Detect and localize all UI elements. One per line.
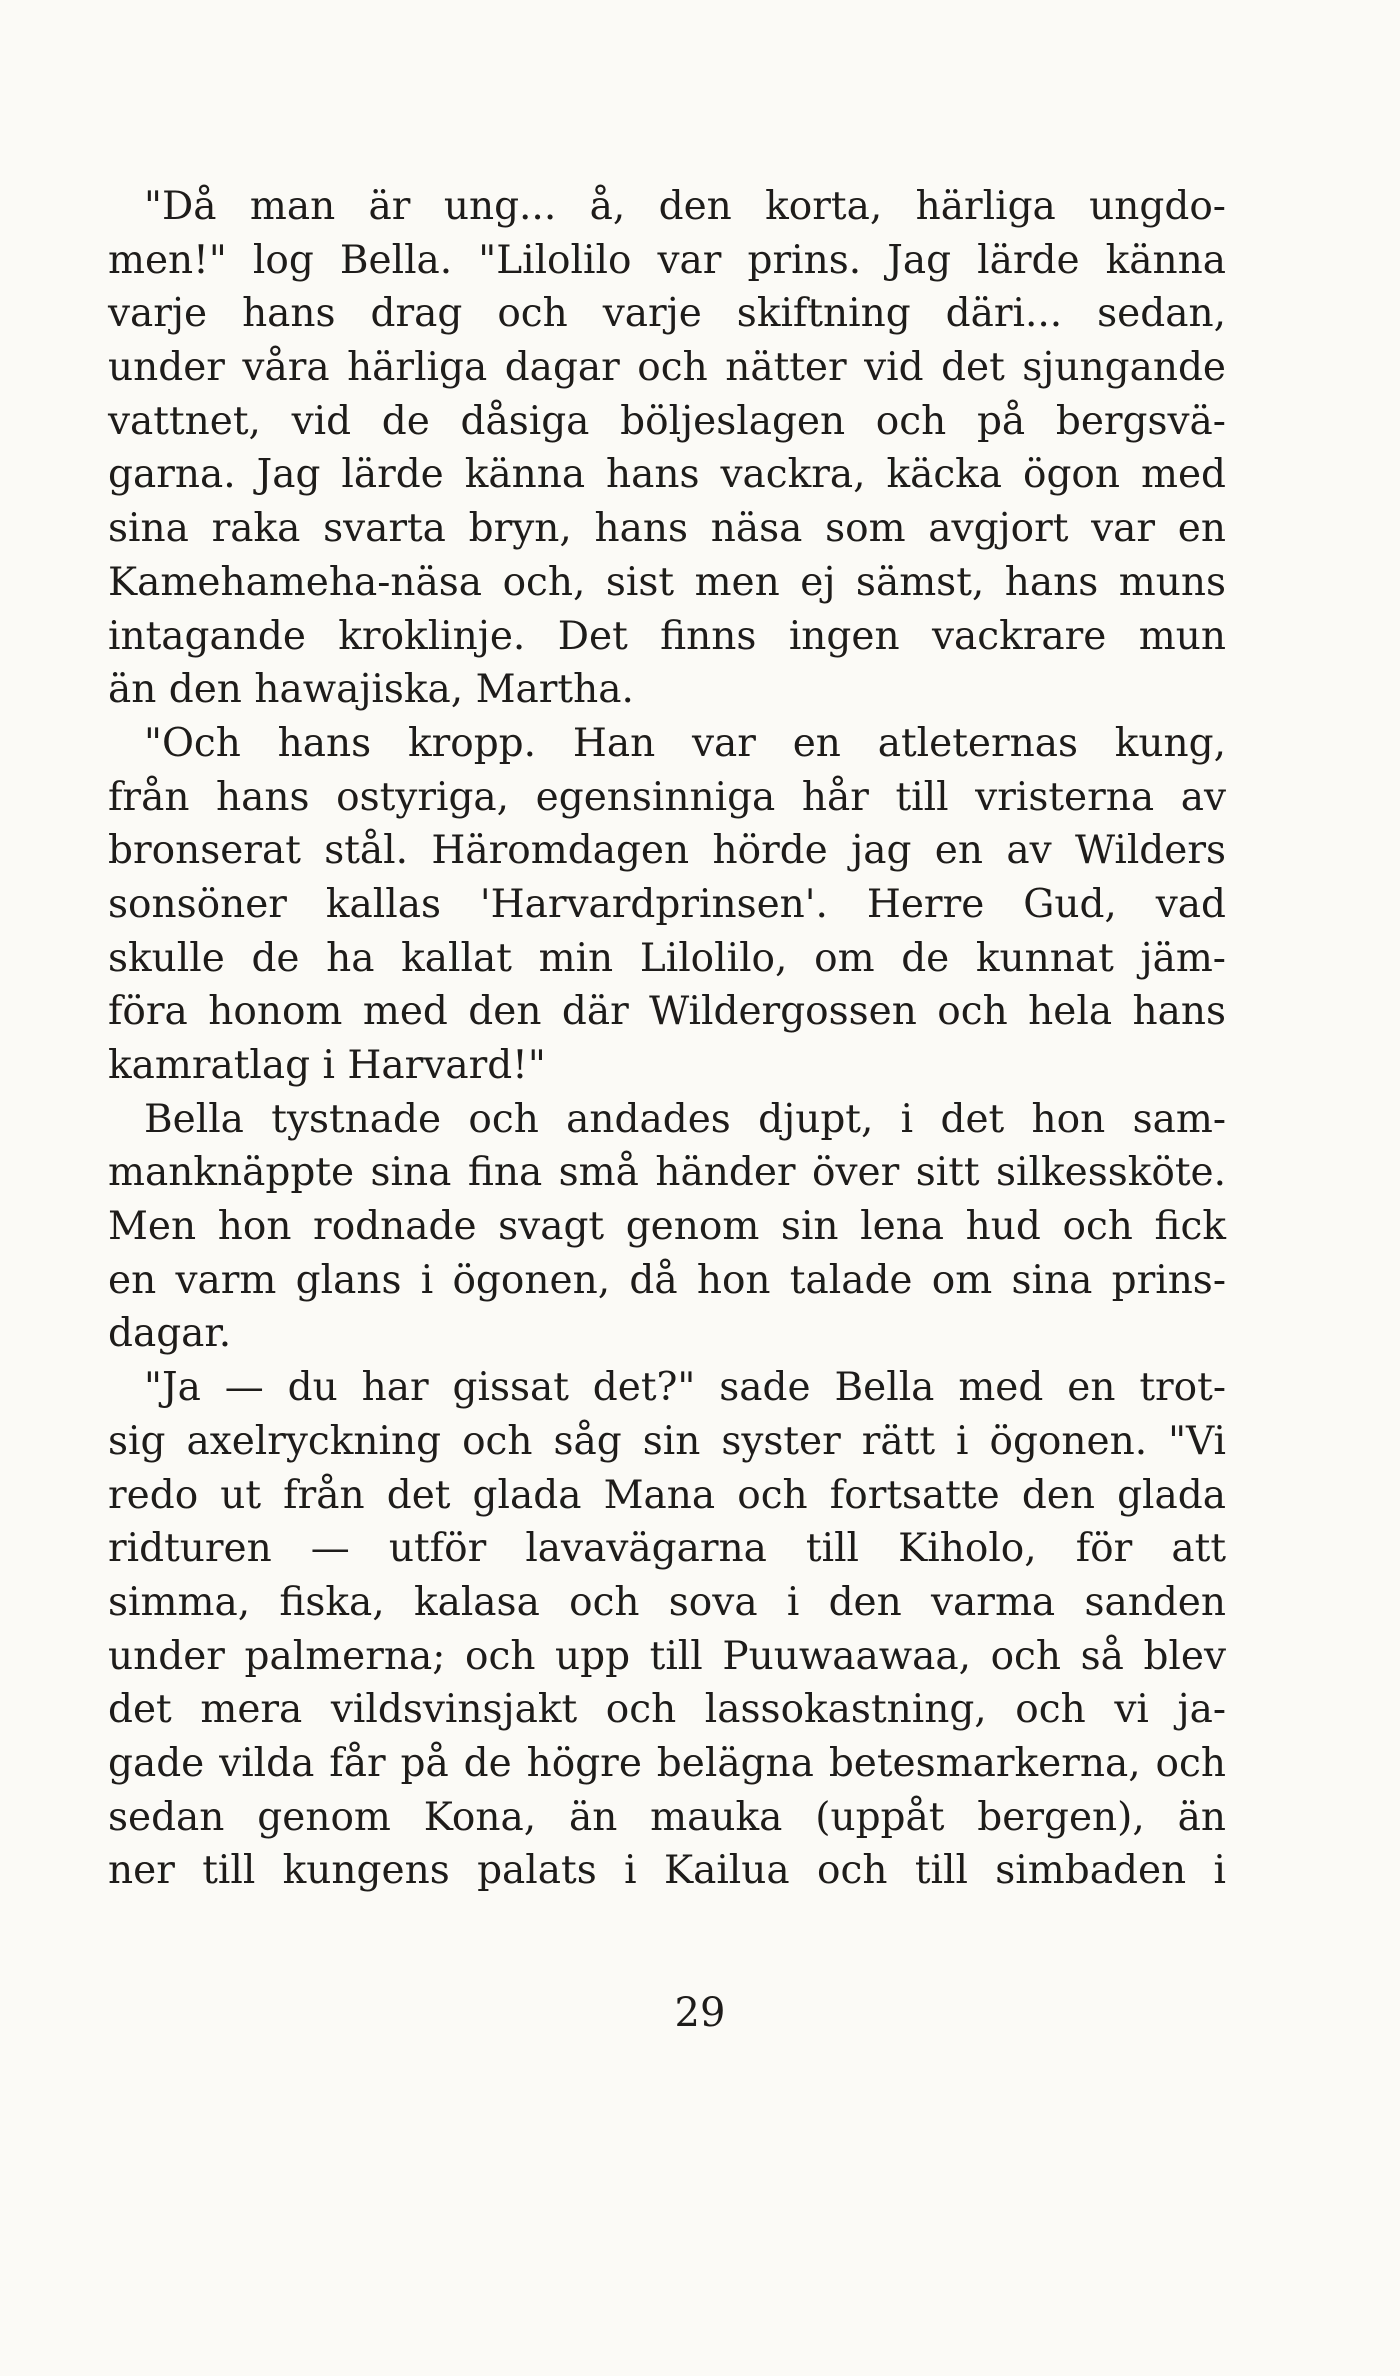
text-line: garna. Jag lärde känna hans vackra, käcka ögon med: [108, 452, 1226, 498]
text-line: intagande kroklinje. Det finns ingen vackrare mun: [108, 613, 1226, 659]
text-line: "Då man är ung... å, den korta, härliga ungdo-: [144, 184, 1226, 229]
text-line: föra honom med den där Wildergossen och hela hans: [108, 989, 1226, 1035]
text-line: vattnet, vid de dåsiga böljeslagen och på bergsvä-: [108, 398, 1226, 444]
text-line: från hans ostyriga, egensinniga hår till vristerna av: [108, 774, 1226, 820]
text-line: det mera vildsvinsjakt och lassokastning, och vi ja-: [108, 1687, 1226, 1733]
text-line: manknäppte sina fina små händer över sitt silkessköte.: [108, 1150, 1226, 1196]
text-line: dagar.: [108, 1311, 232, 1357]
text-line: varje hans drag och varje skiftning däri... sedan,: [108, 291, 1226, 337]
text-line: ner till kungens palats i Kailua och till simbaden i: [108, 1848, 1226, 1894]
text-line: ridturen — utför lavavägarna till Kiholo, för att: [108, 1526, 1226, 1572]
text-line: under våra härliga dagar och nätter vid det sjungande: [108, 345, 1226, 391]
text-line: Bella tystnade och andades djupt, i det hon sam-: [144, 1096, 1226, 1142]
text-line: sig axelryckning och såg sin syster rätt i ögonen. "Vi: [108, 1418, 1226, 1464]
text-line: gade vilda får på de högre belägna betesmarkerna, och: [108, 1740, 1226, 1786]
text-line: sina raka svarta bryn, hans näsa som avgjort var en: [108, 506, 1226, 552]
text-line: än den hawajiska, Martha.: [108, 667, 634, 713]
text-line: redo ut från det glada Mana och fortsatte den glada: [108, 1472, 1226, 1518]
text-line: sonsöner kallas 'Harvardprinsen'. Herre Gud, vad: [108, 881, 1226, 927]
text-line: skulle de ha kallat min Lilolilo, om de kunnat jäm-: [108, 935, 1226, 981]
text-line: simma, fiska, kalasa och sova i den varma sanden: [108, 1579, 1226, 1625]
text-line: en varm glans i ögonen, då hon talade om sina prins-: [108, 1257, 1226, 1303]
text-line: under palmerna; och upp till Puuwaawaa, och så blev: [108, 1633, 1226, 1679]
text-line: kamratlag i Harvard!": [108, 1043, 546, 1088]
text-line: "Och hans kropp. Han var en atleternas kung,: [144, 720, 1226, 766]
text-line: Men hon rodnade svagt genom sin lena hud och fick: [108, 1204, 1226, 1250]
text-line: sedan genom Kona, än mauka (uppåt bergen), än: [108, 1794, 1226, 1840]
text-line: Kamehameha-näsa och, sist men ej sämst, hans muns: [108, 559, 1226, 605]
text-line: bronserat stål. Häromdagen hörde jag en av Wilders: [108, 828, 1226, 874]
text-line: men!" log Bella. "Lilolilo var prins. Jag lärde känna: [108, 237, 1226, 283]
body-text: [108, 180, 1226, 1898]
page-number: 29: [674, 1990, 726, 2036]
text-line: "Ja — du har gissat det?" sade Bella med en trot-: [144, 1365, 1226, 1411]
